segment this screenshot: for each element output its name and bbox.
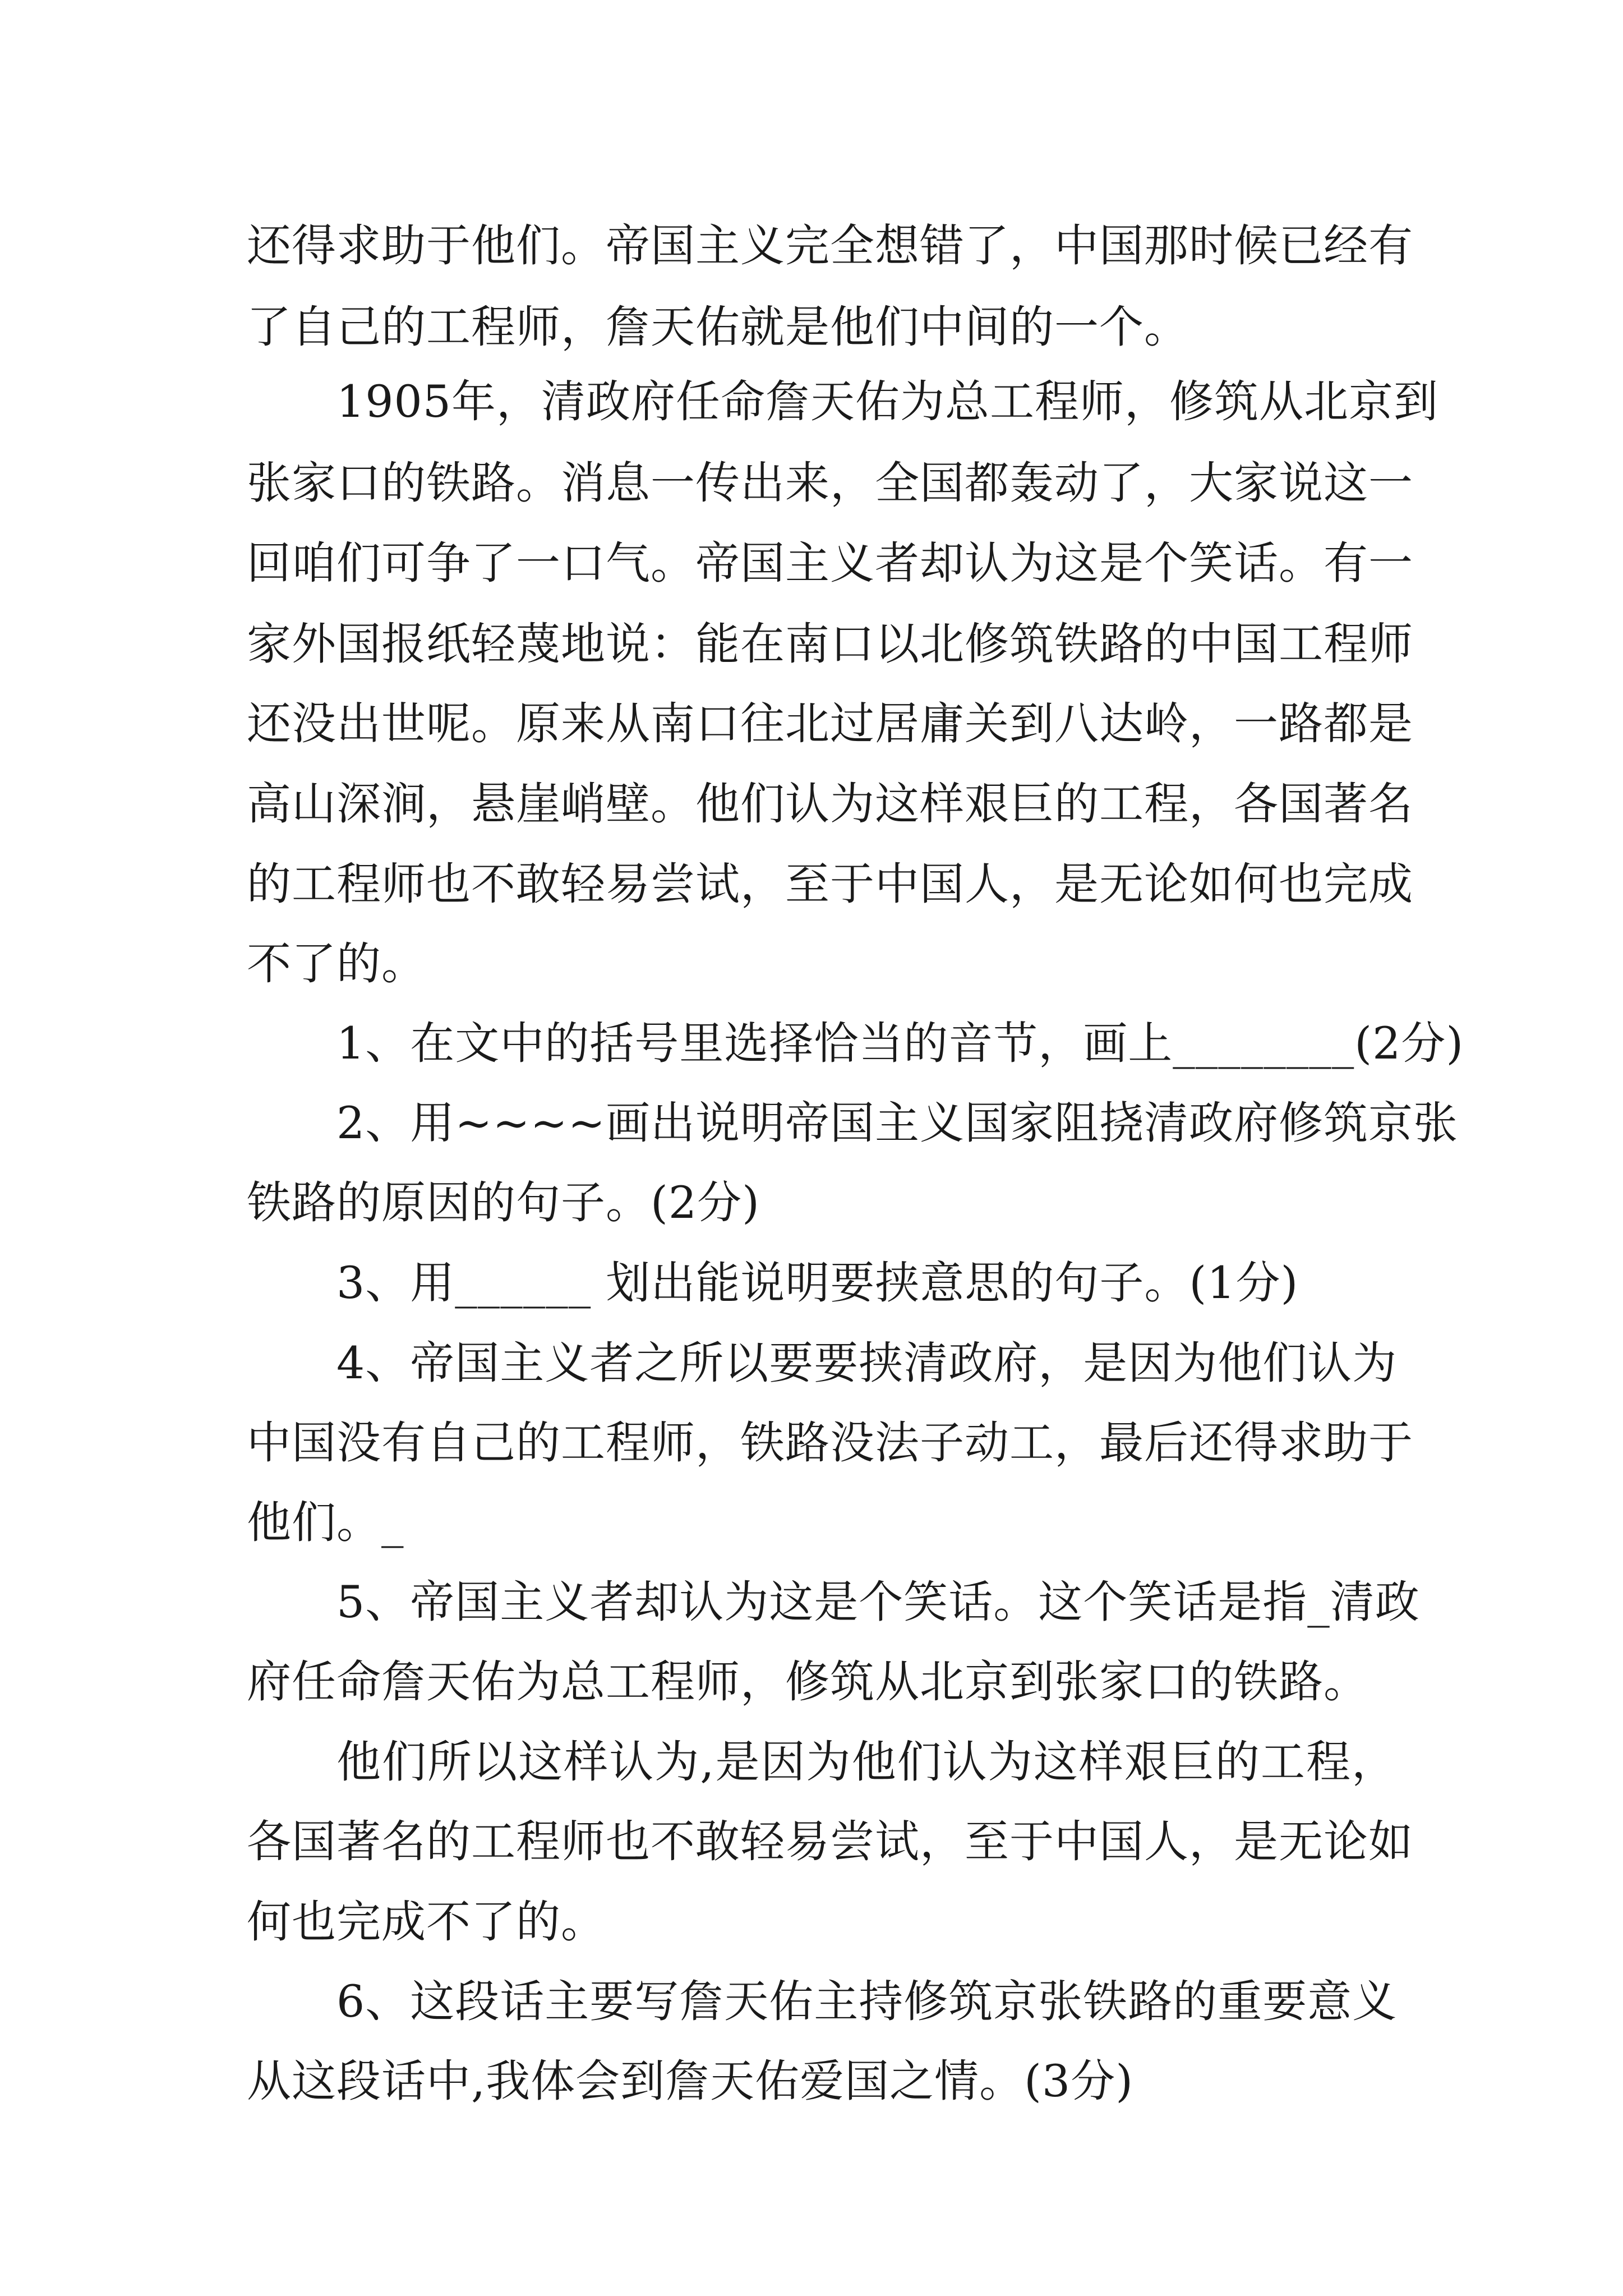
text-line: 还没出世呢。原来从南口往北过居庸关到八达岭，一路都是 — [247, 698, 1413, 749]
text-line: 1905年，清政府任命詹天佑为总工程师，修筑从北京到 — [336, 376, 1439, 427]
question-3: 3、用______ 划出能说明要挟意思的句子。(1分) — [336, 1257, 1299, 1309]
text-line: 不了的。 — [247, 938, 426, 990]
text-line: 府任命詹天佑为总工程师，修筑从北京到张家口的铁路。 — [247, 1656, 1368, 1708]
text-line: 回咱们可争了一口气。帝国主义者却认为这是个笑话。有一 — [247, 537, 1413, 589]
question-4: 4、帝国主义者之所以要要挟清政府，是因为他们认为 — [336, 1337, 1398, 1389]
text-line: 各国著名的工程师也不敢轻易尝试，至于中国人，是无论如 — [247, 1816, 1413, 1867]
text-line: 家外国报纸轻蔑地说：能在南口以北修筑铁路的中国工程师 — [247, 618, 1413, 670]
text-line: 铁路的原因的句子。(2分) — [247, 1177, 760, 1228]
question-6: 6、这段话主要写詹天佑主持修筑京张铁路的重要意义 — [336, 1976, 1398, 2027]
text-line: 张家口的铁路。消息一传出来，全国都轰动了，大家说这一 — [247, 457, 1413, 509]
text-line: 中国没有自己的工程师，铁路没法子动工，最后还得求助于 — [247, 1417, 1413, 1469]
text-line: 了自己的工程师，詹天佑就是他们中间的一个。 — [247, 301, 1189, 353]
text-line: 还得求助于他们。帝国主义完全想错了，中国那时候已经有 — [247, 220, 1413, 272]
question-5: 5、帝国主义者却认为这是个笑话。这个笑话是指_清政 — [336, 1576, 1420, 1628]
text-line: 高山深涧，悬崖峭壁。他们认为这样艰巨的工程，各国著名 — [247, 778, 1413, 830]
question-2: 2、用~~~~画出说明帝国主义国家阻挠清政府修筑京张 — [336, 1097, 1459, 1149]
text-line: 从这段话中,我体会到詹天佑爱国之情。(3分) — [247, 2055, 1134, 2107]
text-line: 的工程师也不敢轻易尝试，至于中国人，是无论如何也完成 — [247, 858, 1413, 910]
text-line: 他们。_ — [247, 1497, 404, 1548]
text-line: 他们所以这样认为,是因为他们认为这样艰巨的工程， — [336, 1736, 1396, 1788]
text-line: 何也完成不了的。 — [247, 1896, 606, 1948]
question-1: 1、在文中的括号里选择恰当的音节，画上________(2分) — [336, 1018, 1464, 1069]
